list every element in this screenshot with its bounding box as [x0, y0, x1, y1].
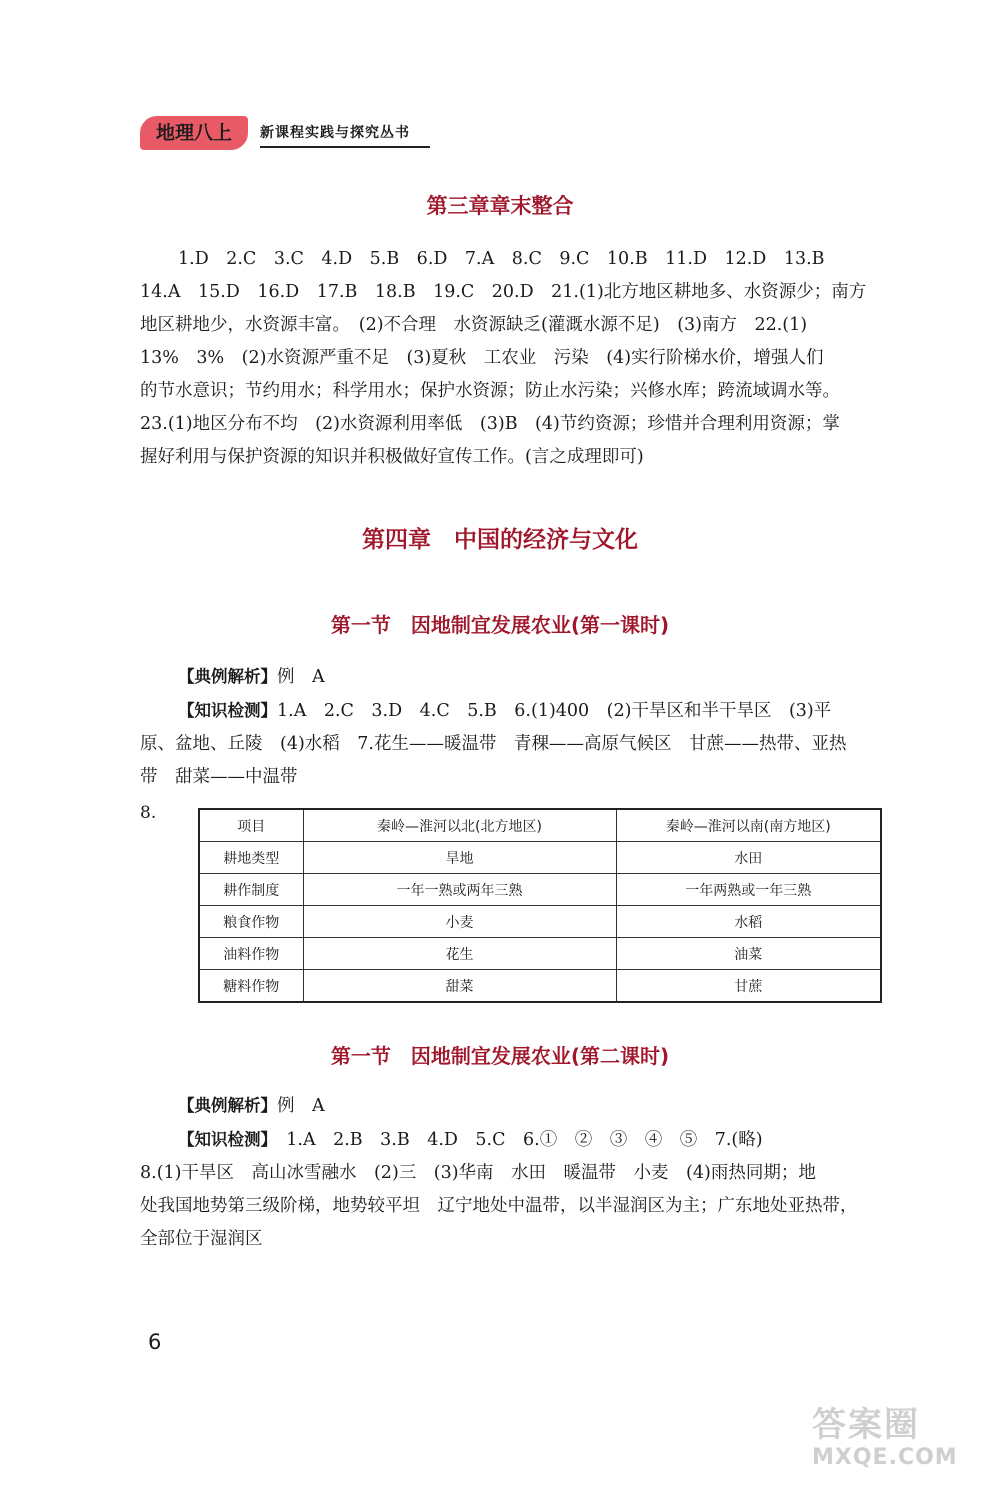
example-tag: 【典例解析】 [178, 667, 277, 686]
agriculture-comparison-table [198, 808, 882, 1003]
chapter3-summary-title: 第三章章末整合 [426, 194, 574, 218]
table-cell: 甘蔗 [616, 970, 881, 1003]
table-cell: 一年一熟或两年三熟 [303, 874, 616, 906]
example-answer: 例 A [277, 667, 325, 687]
table-cell: 粮食作物 [199, 906, 303, 938]
check-line [140, 1123, 906, 1157]
table-cell: 糖料作物 [199, 970, 303, 1003]
table-cell: 水田 [616, 842, 881, 874]
answer-line: 13% 3% (2)水资源严重不足 (3)夏秋 工农业 污染 (4)实行阶梯水价，增强人们 [140, 348, 824, 368]
table-header-cell: 项目 [199, 809, 303, 842]
answer-line: 1.D 2.C 3.C 4.D 5.B 6.D 7.A 8.C 9.C 10.B 11.D 12.D 13.B [178, 249, 825, 269]
answer-line: 的节水意识；节约用水；科学用水；保护水资源；防止水污染；兴修水库；跨流域调水等。 [140, 381, 840, 401]
table-cell: 油料作物 [199, 938, 303, 970]
header-underline [260, 146, 430, 148]
check-answer: 1.A 2.B 3.B 4.D 5.C 6.① ② ③ ④ ⑤ 7.(略) [268, 1130, 763, 1150]
table-row [199, 874, 881, 906]
table-cell: 水稻 [616, 906, 881, 938]
table-cell: 旱地 [303, 842, 616, 874]
answer-line: 带 甜菜——中温带 [140, 767, 298, 787]
answer-line: 地区耕地少，水资源丰富。 (2)不合理 水资源缺乏(灌溉水源不足) (3)南方 22.(1) [140, 315, 808, 335]
table-header-cell: 秦岭—淮河以南(南方地区) [616, 809, 881, 842]
watermark-text: 答案圈 [812, 1405, 920, 1445]
answer-line: 23.(1)地区分布不均 (2)水资源利用率低 (3)B (4)节约资源；珍惜并合理利用资源；掌 [140, 414, 840, 434]
table-cell: 小麦 [303, 906, 616, 938]
answer-line: 原、盆地、丘陵 (4)水稻 7.花生——暖温带 青稞——高原气候区 甘蔗——热带、亚热 [140, 734, 847, 754]
table-cell: 耕作制度 [199, 874, 303, 906]
table-cell: 油菜 [616, 938, 881, 970]
table-row [199, 906, 881, 938]
answer-line: 握好利用与保护资源的知识并积极做好宣传工作。(言之成理即可) [140, 447, 644, 467]
table-cell: 花生 [303, 938, 616, 970]
table-cell: 一年两熟或一年三熟 [616, 874, 881, 906]
subject-badge: 地理八上 [140, 116, 248, 150]
check-tag: 【知识检测】 [178, 1130, 269, 1149]
lesson2-title: 第一节 因地制宜发展农业(第二课时) [330, 1044, 670, 1068]
page-header [140, 112, 430, 152]
example-answer: 例 A [277, 1096, 325, 1116]
watermark [812, 1405, 982, 1475]
chapter3-answers [140, 243, 906, 474]
table-header-row [199, 809, 881, 842]
check-answer: 1.A 2.C 3.D 4.C 5.B 6.(1)400 (2)干旱区和半干旱区 (3)平 [277, 701, 832, 721]
answer-line: 处我国地势第三级阶梯，地势较平坦 辽宁地处中温带，以半湿润区为主；广东地处亚热带， [140, 1196, 858, 1216]
answer-line: 14.A 15.D 16.D 17.B 18.B 19.C 20.D 21.(1)北方地区耕地多、水资源少；南方 [140, 282, 867, 302]
table-row [199, 970, 881, 1003]
question-8-label: 8. [140, 803, 157, 823]
example-line [140, 660, 906, 694]
example-tag: 【典例解析】 [178, 1096, 277, 1115]
table-cell: 耕地类型 [199, 842, 303, 874]
series-title: 新课程实践与探究丛书 [260, 125, 410, 141]
table-header-cell: 秦岭—淮河以北(北方地区) [303, 809, 616, 842]
table-cell: 甜菜 [303, 970, 616, 1003]
watermark-url: MXQE.COM [812, 1445, 958, 1470]
answer-line: 8.(1)干旱区 高山冰雪融水 (2)三 (3)华南 水田 暖温带 小麦 (4)雨热同期；地 [140, 1163, 816, 1183]
table-row [199, 938, 881, 970]
check-tag: 【知识检测】 [178, 701, 277, 720]
lesson1-title: 第一节 因地制宜发展农业(第一课时) [330, 613, 670, 637]
page-number: 6 [148, 1330, 162, 1354]
answer-line: 全部位于湿润区 [140, 1229, 263, 1249]
chapter4-title: 第四章 中国的经济与文化 [362, 527, 638, 553]
lesson2-answers [140, 1089, 906, 1256]
example-line [140, 1089, 906, 1123]
lesson1-answers [140, 660, 906, 794]
table-row [199, 842, 881, 874]
check-line [140, 694, 906, 728]
